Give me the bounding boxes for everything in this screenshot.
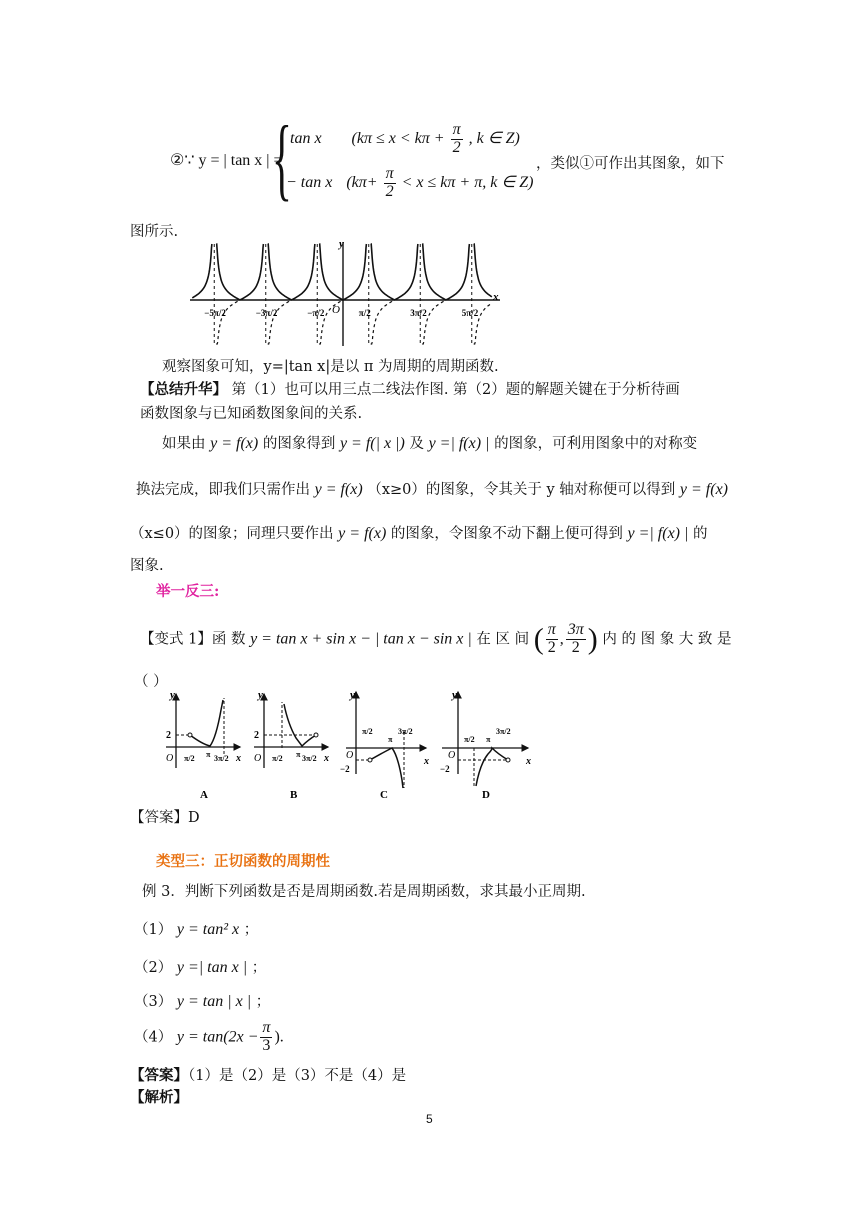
item-num: （1） <box>134 922 173 938</box>
p2-t1: 换法完成，即我们只需作出 <box>136 482 310 498</box>
variant-line <box>140 622 732 657</box>
tick-label: π <box>388 735 393 744</box>
item-expr: y = tan | x | <box>176 993 252 1010</box>
option-a-label: A <box>200 789 208 801</box>
item-4 <box>134 1020 284 1055</box>
tick-label: 3π/2 <box>496 727 511 736</box>
two-label: 2 <box>166 730 171 741</box>
abs-tan-branch <box>474 244 492 297</box>
item-end: ； <box>251 960 267 976</box>
tick-label: π/2 <box>184 754 195 763</box>
option-d-label: D <box>482 789 490 801</box>
section-heading: 举一反三: <box>156 583 220 600</box>
y-label: y <box>258 689 263 701</box>
option-c-graph <box>340 689 429 801</box>
summary-line1 <box>140 378 680 399</box>
frac-den: 2 <box>385 182 394 200</box>
p1-t3: 及 <box>409 436 424 452</box>
piecewise-row1 <box>290 122 520 157</box>
tick-label: π <box>296 750 301 759</box>
p1-t1: 如果由 <box>162 436 206 452</box>
answer-1: 【答案】D <box>130 810 200 826</box>
p1-m1: y = f(x) <box>210 435 259 452</box>
frac-den: 2 <box>547 638 556 656</box>
abs-tan-graph <box>188 238 504 350</box>
item-num: （3） <box>134 994 173 1010</box>
frac-num: π <box>385 165 394 182</box>
tick-label: 5π/2 <box>461 308 479 318</box>
p1-t2: 的图象得到 <box>262 436 336 452</box>
p3-t1: （x≤0）的图象；同理只要作出 <box>130 526 334 542</box>
tan-negative-branch <box>422 300 446 344</box>
row2-frac <box>384 166 396 201</box>
row1-fn: tan x <box>290 129 322 147</box>
item4-frac <box>260 1020 272 1055</box>
p3-t3: 的 <box>693 526 708 542</box>
option-b-label: B <box>290 789 298 801</box>
row2-cond-a: (kπ+ <box>346 173 378 191</box>
origin-label: O <box>254 753 262 764</box>
tick-label: π/2 <box>362 727 373 736</box>
item-1 <box>134 918 258 939</box>
graph-caption: 图所示. <box>130 224 179 240</box>
origin-label: O <box>448 750 456 761</box>
item-end: ； <box>243 922 259 938</box>
interval-open: ( <box>533 622 544 656</box>
para1 <box>162 432 697 453</box>
tick-label: π/2 <box>272 754 283 763</box>
interval-comma: , <box>559 630 564 648</box>
x-label: x <box>424 756 429 767</box>
abs-tan-branch <box>192 244 212 298</box>
piecewise-row2 <box>286 166 533 201</box>
observe-text: 观察图象可知，y=|tan x|是以 π 为周期的周期函数. <box>162 359 499 375</box>
abs-tan-branch <box>371 244 418 300</box>
two-label: 2 <box>254 730 259 741</box>
x-label: x <box>493 291 499 303</box>
p1-m3: y =| f(x) | <box>428 435 490 452</box>
neg-two-label: −2 <box>340 764 350 774</box>
origin-label: O <box>332 304 340 316</box>
variant-label: 【变式 1】函 数 <box>140 631 246 648</box>
tan-negative-branch <box>216 300 240 344</box>
variant-t2: 在 区 间 <box>476 631 530 648</box>
origin-label: O <box>346 750 354 761</box>
p2-t2: （x≥0）的图象，令其关于 y 轴对称便可以得到 <box>367 482 676 498</box>
example-3: 例 3．判断下列函数是否是周期函数.若是周期函数，求其最小正周期. <box>142 884 586 900</box>
option-d-graph <box>440 689 531 801</box>
tick-label: π <box>206 750 211 759</box>
tick-label: −π/2 <box>307 308 325 318</box>
item-expr: y = tan(2x − <box>176 1028 259 1046</box>
para4: 图象. <box>130 558 164 574</box>
jiexi-label: 【解析】 <box>130 1089 188 1106</box>
item-expr: y =| tan x | <box>176 959 248 976</box>
tick-label: π <box>486 735 491 744</box>
answer-tag: 【答案】 <box>130 1067 188 1084</box>
item-2 <box>134 956 266 977</box>
abs-tan-branch <box>422 244 469 300</box>
frac-den: 2 <box>452 138 461 156</box>
interval-a <box>546 622 558 657</box>
y-label: y <box>350 689 355 701</box>
abs-tan-branch <box>216 244 263 300</box>
y-label: y <box>170 689 175 701</box>
tick-label: −3π/2 <box>255 308 278 318</box>
row1-cond-b: , k ∈ Z) <box>468 129 520 147</box>
frac-num: π <box>452 121 461 138</box>
neg-two-label: −2 <box>440 764 450 774</box>
answer-body: （1）是（2）是（3）不是（4）是 <box>188 1068 407 1084</box>
tick-label: π/2 <box>464 735 475 744</box>
interval-b <box>566 622 586 657</box>
tan-negative-branch <box>268 300 292 344</box>
item-num: （2） <box>134 960 173 976</box>
piecewise-prefix-text: ②∵ y = | tan x | = <box>170 152 283 169</box>
row2-cond-b: < x ≤ kπ + π, k ∈ Z) <box>401 173 534 191</box>
p2-m1: y = f(x) <box>314 481 363 498</box>
para3 <box>130 522 708 543</box>
frac-num: π <box>262 1019 271 1036</box>
y-label: y <box>339 238 344 250</box>
variant-expr: y = tan x + sin x − | tan x − sin x | <box>250 630 472 648</box>
piecewise-brace: { <box>272 107 292 209</box>
variant-t3: 内 的 图 象 大 致 是 <box>602 631 732 648</box>
item-3 <box>134 990 270 1011</box>
piecewise-prefix <box>170 150 283 170</box>
type3-heading: 类型三：正切函数的周期性 <box>156 853 330 870</box>
y-label: y <box>452 689 457 701</box>
frac-den: 3 <box>262 1036 271 1054</box>
option-graphs <box>150 688 540 804</box>
x-label: x <box>526 756 531 767</box>
p1-t4: 的图象，可利用图象中的对称变 <box>494 436 698 452</box>
interval-close: ) <box>587 622 598 656</box>
frac-num: π <box>547 621 556 638</box>
summary-line2: 函数图象与已知函数图象间的关系. <box>140 406 363 422</box>
x-label: x <box>324 753 329 764</box>
item-num: （4） <box>134 1029 173 1046</box>
abs-tan-branch <box>268 244 315 300</box>
p2-m2: y = f(x) <box>679 481 729 498</box>
p1-m2: y = f(| x |) <box>339 435 405 452</box>
piecewise-suffix: ，类似①可作出其图象，如下 <box>536 156 725 172</box>
item-expr: y = tan² x <box>176 921 240 938</box>
row1-cond-a: (kπ ≤ x < kπ + <box>351 129 445 147</box>
tick-label: 3π/2 <box>214 754 229 763</box>
x-label: x <box>236 753 241 764</box>
tick-label: 3π/2 <box>398 727 413 736</box>
frac-den: 2 <box>571 638 580 656</box>
summary-title: 【总结升华】 <box>140 381 227 398</box>
p3-m2: y =| f(x) | <box>627 525 689 542</box>
option-a-graph <box>166 689 241 801</box>
tick-label: π/2 <box>358 308 371 318</box>
p3-t2: 的图象，令图象不动下翻上便可得到 <box>390 526 623 542</box>
option-b-graph <box>254 689 329 801</box>
item-end: ). <box>274 1028 284 1046</box>
option-c-label: C <box>380 789 388 801</box>
tick-label: 3π/2 <box>302 754 317 763</box>
para2 <box>136 478 728 499</box>
tick-label: 3π/2 <box>410 308 427 318</box>
row2-fn: − tan x <box>286 173 333 191</box>
row1-frac <box>451 122 463 157</box>
page-number: 5 <box>426 1112 433 1126</box>
p3-m1: y = f(x) <box>338 525 387 542</box>
item-end: ； <box>255 994 271 1010</box>
answer-paren: （ ） <box>134 674 168 690</box>
frac-num: 3π <box>567 621 584 638</box>
answer-2 <box>130 1064 406 1085</box>
tan-negative-branch <box>371 300 395 344</box>
origin-label: O <box>166 753 174 764</box>
summary-body: 第（1）也可以用三点二线法作图. 第（2）题的解题关键在于分析待画 <box>231 382 680 398</box>
tick-label: −5π/2 <box>204 308 226 318</box>
